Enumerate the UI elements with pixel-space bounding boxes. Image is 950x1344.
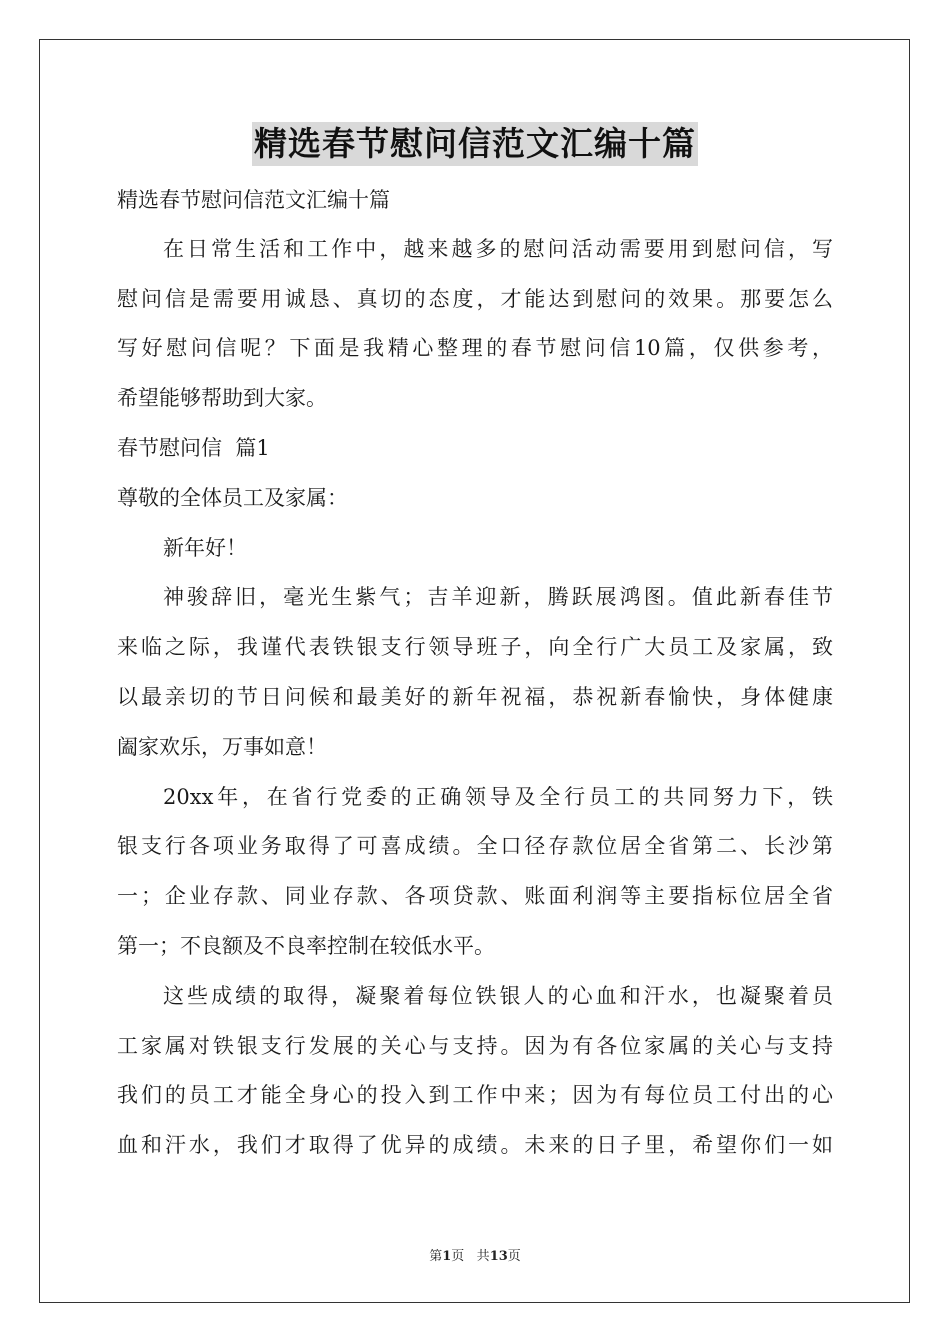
document-title-text: 精选春节慰问信范文汇编十篇 — [252, 122, 698, 166]
page-number: 1 — [442, 1249, 452, 1264]
paragraph-line: 我们的员工才能全身心的投入到工作中来；因为有每位员工付出的心 — [117, 1083, 833, 1107]
paragraph-line: 一；企业存款、同业存款、各项贷款、账面利润等主要指标位居全省 — [117, 884, 833, 908]
total-pages: 13 — [489, 1249, 508, 1264]
total-prefix: 共 — [476, 1249, 490, 1264]
document-subtitle: 精选春节慰问信范文汇编十篇 — [117, 188, 390, 212]
salutation: 尊敬的全体员工及家属： — [117, 486, 348, 510]
intro-line: 写好慰问信呢？下面是我精心整理的春节慰问信10篇，仅供参考， — [117, 336, 833, 360]
paragraph-line: 以最亲切的节日问候和最美好的新年祝福，恭祝新春愉快，身体健康 — [117, 685, 833, 709]
paragraph-line: 血和汗水，我们才取得了优异的成绩。未来的日子里，希望你们一如 — [117, 1133, 833, 1157]
total-suffix: 页 — [507, 1249, 521, 1264]
paragraph-line: 阖家欢乐，万事如意！ — [117, 735, 327, 759]
intro-line: 希望能够帮助到大家。 — [117, 386, 327, 410]
paragraph-line: 第一；不良额及不良率控制在较低水平。 — [117, 934, 495, 958]
paragraph-line: 神骏辞旧，毫光生紫气；吉羊迎新，腾跃展鸿图。值此新春佳节 — [163, 585, 833, 609]
paragraph-line: 银支行各项业务取得了可喜成绩。全口径存款位居全省第二、长沙第 — [117, 834, 833, 858]
page-suffix: 页 — [451, 1249, 465, 1264]
page-footer — [0, 1245, 950, 1264]
paragraph-line: 这些成绩的取得，凝聚着每位铁银人的心血和汗水，也凝聚着员 — [163, 984, 833, 1008]
intro-line: 慰问信是需要用诚恳、真切的态度，才能达到慰问的效果。那要怎么 — [117, 287, 833, 311]
page-prefix: 第 — [429, 1249, 443, 1264]
paragraph-line: 20xx年，在省行党委的正确领导及全行员工的共同努力下，铁 — [163, 785, 833, 809]
document-title — [0, 122, 950, 166]
paragraph-line: 工家属对铁银支行发展的关心与支持。因为有各位家属的关心与支持 — [117, 1034, 833, 1058]
intro-line: 在日常生活和工作中，越来越多的慰问活动需要用到慰问信，写 — [163, 237, 833, 261]
greeting: 新年好！ — [163, 536, 247, 560]
page-border — [39, 39, 910, 1303]
section-heading: 春节慰问信 篇1 — [117, 436, 270, 460]
paragraph-line: 来临之际，我谨代表铁银支行领导班子，向全行广大员工及家属，致 — [117, 635, 833, 659]
